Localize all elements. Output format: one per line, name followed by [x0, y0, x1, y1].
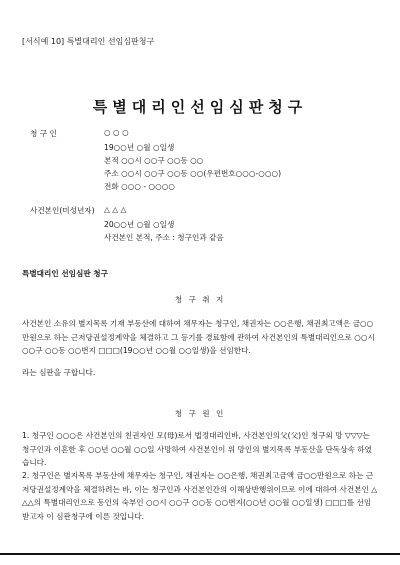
form-label: [서식예 10] 특별대리인 선임심판청구: [22, 37, 155, 46]
document-subtitle: 특별대리인 선임심판 청구: [22, 269, 108, 278]
bottom-border: [0, 553, 400, 555]
principal-address: 사건본인 본적, 주소 : 청구인과 같음: [104, 233, 224, 242]
principal-label: 사건본인(미성년자): [30, 206, 95, 215]
cause-item-2: 2. 청구인은 별지목록 부동산에 채무자는 청구인, 채권자는 ○○은행, 채권최고금액 금○○만원으로 하는 근저당권설정계약을 체결하려는 바, 이는 청구인과 사건본인간의 이해상반행위이므로 이에 대하여 사건본인 △△△의 특별대리인으로 동인의 숙부인 ○○시 ○○구 ○○동 ○○번지(○○년 ○○월 ○○일생) □□□를 선임 받고자 이 심판청구에 이른 것입니다.: [22, 471, 378, 521]
petitioner-name: ○ ○ ○: [104, 128, 129, 137]
cause-heading: 청 구 원 인: [174, 409, 226, 418]
principal-birth: 20○○년 ○월 ○일생: [104, 220, 175, 229]
petitioner-phone: 전화 ○○○ - ○○○○: [104, 182, 176, 191]
document-title: 특별대리인선임심판청구: [92, 98, 308, 116]
purpose-closing: 라는 심판을 구합니다.: [22, 368, 96, 377]
purpose-heading: 청 구 취 지: [174, 295, 226, 304]
petitioner-address: 주소 ○○시 ○○구 ○○동 ○○(우편번호○○○-○○○): [104, 169, 282, 178]
petitioner-label: 청 구 인: [30, 129, 57, 138]
purpose-body: 사건본인 소유의 별지목록 기재 부동산에 대하여 채무자는 청구인, 채권자는 ○○은행, 채권최고액은 금○○만원으로 하는 근저당권설정계약을 체결하고 그 등기를 경료함에 관하여 사건본인의 특별대리인으로 ○○시 ○○구 ○○동 ○○번지 □□□(19○○년 ○○월 ○○일생)을 선임한다.: [22, 319, 375, 356]
principal-name: △ △ △: [104, 205, 127, 214]
cause-item-1: 1. 청구인 ○○○은 사건본인의 친권자인 모(母)로서 법정대리인바, 사건본인의父(父)인 청구외 망 ▽▽▽는 청구인과 이혼한 후 ○○년 ○○월 ○○일 사망하여 사건본인이 위 망인의 별지목록 부동산을 단독상속 하였습니다.: [22, 431, 372, 468]
petitioner-registry: 본적 ○○시 ○○구 ○○동 ○○: [104, 156, 204, 165]
petitioner-birth: 19○○년 ○월 ○일생: [104, 143, 175, 152]
